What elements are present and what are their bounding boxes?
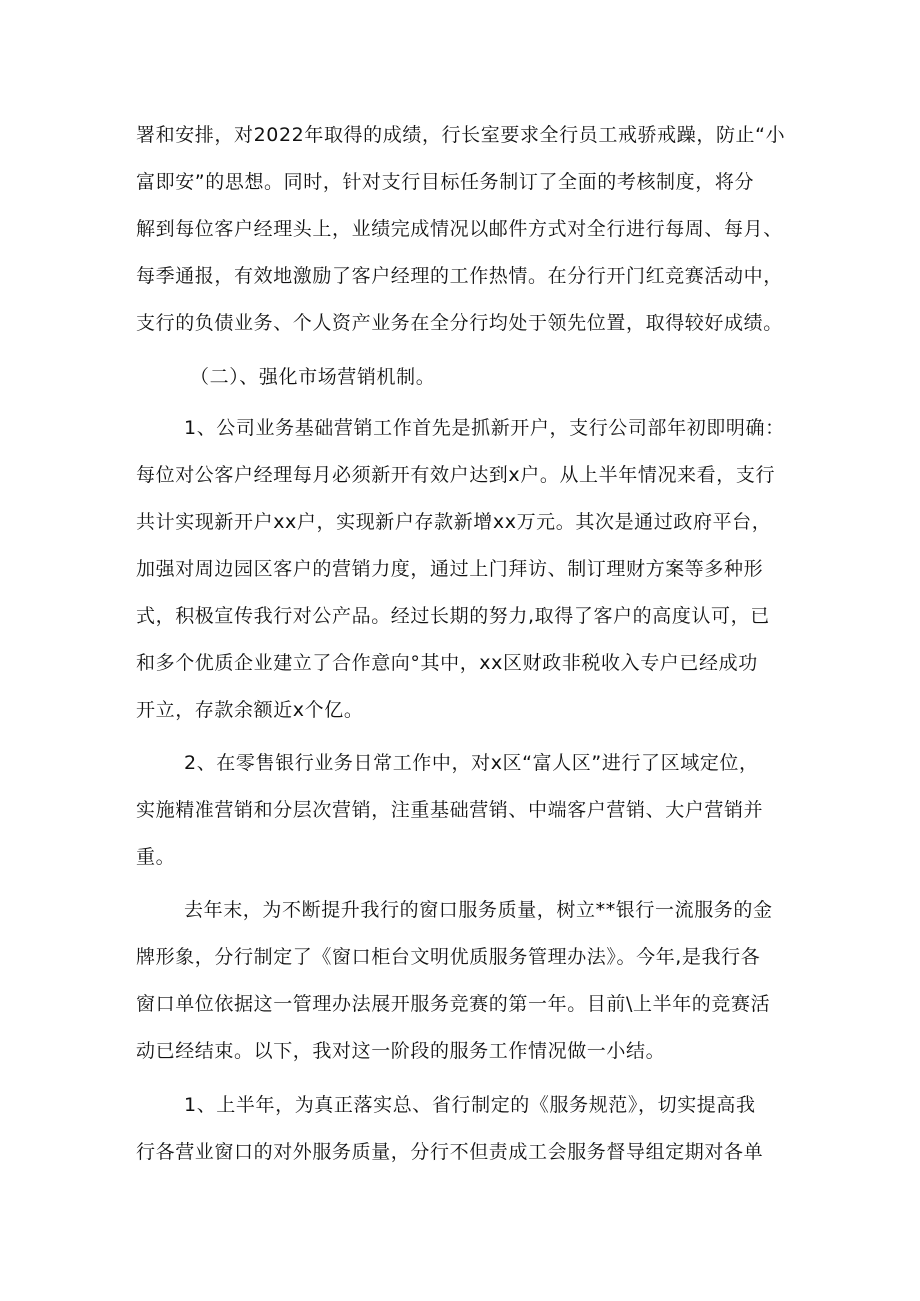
paragraph-line: 共计实现新开户xx户，实现新户存款新增xx万元。其次是通过政府平台， [136,511,772,533]
paragraph-line: 每季通报，有效地激励了客户经理的工作热情。在分行开门红竞赛活动中， [136,265,783,287]
paragraph-line: 解到每位客户经理头上，业绩完成情况以邮件方式对全行进行每周、每月、 [136,218,783,240]
paragraph-line: 动已经结束。以下，我对这一阶段的服务工作情况做一小结。 [136,1040,666,1062]
paragraph-line: 2、在零售银行业务日常工作中，对x区“富人区”进行了区域定位， [184,752,759,774]
paragraph-line: 重。 [136,846,176,868]
paragraph-line: 支行的负债业务、个人资产业务在全分行均处于领先位置，取得较好成绩。 [136,312,783,334]
paragraph-line: 实施精准营销和分层次营销，注重基础营销、中端客户营销、大户营销并 [136,799,764,821]
section-heading: （二）、强化市场营销机制。 [190,366,436,388]
paragraph-line: 开立，存款余额近x个亿。 [136,699,364,721]
paragraph-line: 行各营业窗口的对外服务质量，分行不但责成工会服务督导组定期对各单 [136,1141,764,1163]
paragraph-line: 署和安排，对2022年取得的成绩，行长室要求全行员工戒骄戒躁，防止“小 [136,124,786,146]
paragraph-line: 式，积极宣传我行对公产品。经过长期的努力,取得了客户的高度认可，已 [136,605,770,627]
paragraph-line: 1、上半年，为真正落实总、省行制定的《服务规范》，切实提高我 [184,1094,756,1116]
paragraph-line: 牌形象，分行制定了《窗口柜台文明优质服务管理办法》。今年,是我行各 [136,946,761,968]
paragraph-line: 每位对公客户经理每月必须新开有效户达到x户。从上半年情况来看，支行 [136,464,776,486]
paragraph-line: 1、公司业务基础营销工作首先是抓新开户，支行公司部年初即明确： [184,417,785,439]
paragraph-line: 加强对周边园区客户的营销力度，通过上门拜访、制订理财方案等多种形 [136,558,764,580]
paragraph-line: 去年末，为不断提升我行的窗口服务质量，树立**银行一流服务的金 [184,899,773,921]
paragraph-line: 窗口单位依据这一管理办法展开服务竞赛的第一年。目前\上半年的竞赛活 [136,993,771,1015]
paragraph-line: 富即安”的思想。同时，针对支行目标任务制订了全面的考核制度，将分 [136,171,755,193]
paragraph-line: 和多个优质企业建立了合作意向°其中，xx区财政非税收入专户已经成功 [136,652,758,674]
